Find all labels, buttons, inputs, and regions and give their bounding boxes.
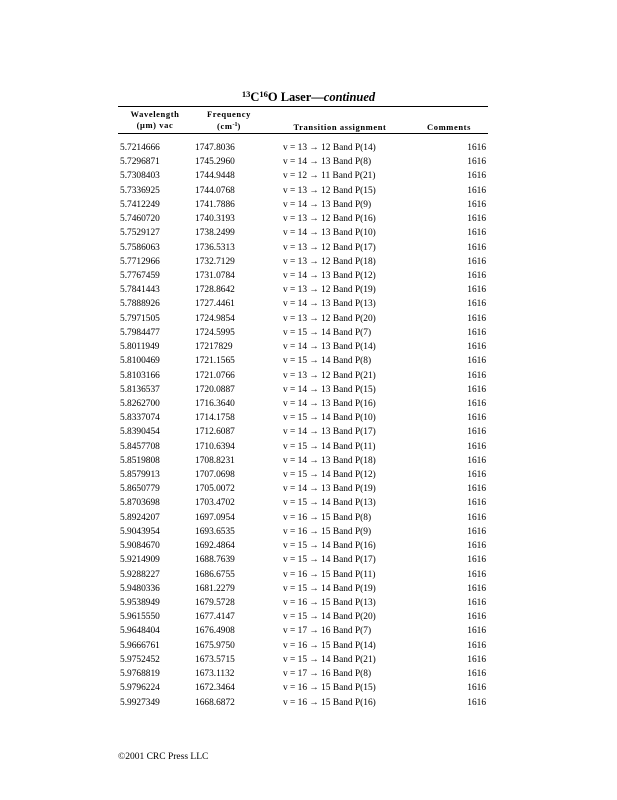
cell-transition: v = 16 → 15 Band P(9) (283, 526, 372, 537)
cell-transition: v = 17 → 16 Band P(8) (283, 669, 372, 680)
cell-frequency: 1673.5715 (195, 654, 235, 665)
table-row (0, 470, 617, 484)
cell-transition: v = 16 → 15 Band P(16) (283, 697, 376, 708)
cell-frequency: 1744.9448 (195, 171, 235, 182)
table-row (0, 655, 617, 669)
cell-comment: 1616 (467, 498, 486, 509)
cell-transition: v = 14 → 13 Band P(10) (283, 228, 376, 239)
cell-comment: 1616 (467, 370, 486, 381)
cell-wavelength: 5.7529127 (120, 228, 160, 239)
table-row (0, 299, 617, 313)
cell-transition: v = 14 → 13 Band P(17) (283, 427, 376, 438)
table-row (0, 214, 617, 228)
cell-transition: v = 14 → 13 Band P(15) (283, 384, 376, 395)
cell-frequency: 1675.9750 (195, 640, 235, 651)
cell-transition: v = 15 → 14 Band P(21) (283, 654, 376, 665)
cell-transition: v = 14 → 13 Band P(12) (283, 270, 376, 281)
cell-frequency: 1720.0887 (195, 384, 235, 395)
cell-wavelength: 5.8262700 (120, 398, 160, 409)
cell-comment: 1616 (467, 342, 486, 353)
table-row (0, 427, 617, 441)
cell-frequency: 17217829 (195, 342, 233, 353)
cell-wavelength: 5.8579913 (120, 470, 160, 481)
cell-transition: v = 13 → 12 Band P(21) (283, 370, 376, 381)
cell-frequency: 1688.7639 (195, 555, 235, 566)
table-top-rule (118, 106, 488, 107)
cell-transition: v = 13 → 12 Band P(14) (283, 143, 376, 153)
cell-wavelength: 5.7841443 (120, 285, 160, 296)
cell-comment: 1616 (467, 427, 486, 438)
cell-transition: v = 14 → 13 Band P(13) (283, 299, 376, 310)
cell-comment: 1616 (467, 356, 486, 367)
cell-comment: 1616 (467, 654, 486, 665)
table-row (0, 271, 617, 285)
cell-comment: 1616 (467, 697, 486, 708)
cell-transition: v = 14 → 13 Band P(19) (283, 484, 376, 495)
cell-frequency: 1738.2499 (195, 228, 235, 239)
cell-comment: 1616 (467, 612, 486, 623)
table-row (0, 669, 617, 683)
cell-wavelength: 5.9288227 (120, 569, 160, 580)
table-row (0, 342, 617, 356)
cell-frequency: 1672.3464 (195, 683, 235, 694)
cell-wavelength: 5.9666761 (120, 640, 160, 651)
header-frequency-unit-open: (cm (217, 121, 233, 131)
cell-comment: 1616 (467, 285, 486, 296)
cell-frequency: 1727.4461 (195, 299, 235, 310)
cell-wavelength: 5.7214666 (120, 143, 160, 153)
title-continued: continued (323, 90, 376, 104)
cell-frequency: 1708.8231 (195, 455, 235, 466)
cell-wavelength: 5.9648404 (120, 626, 160, 637)
cell-transition: v = 12 → 11 Band P(21) (283, 171, 376, 182)
header-transition: Transition assignment (293, 122, 387, 132)
table-row (0, 612, 617, 626)
cell-transition: v = 16 → 15 Band P(8) (283, 512, 372, 523)
cell-wavelength: 5.7412249 (120, 199, 160, 210)
cell-comment: 1616 (467, 512, 486, 523)
cell-comment: 1616 (467, 270, 486, 281)
cell-comment: 1616 (467, 455, 486, 466)
table-row (0, 442, 617, 456)
cell-transition: v = 13 → 12 Band P(16) (283, 214, 376, 225)
cell-transition: v = 15 → 14 Band P(12) (283, 470, 376, 481)
table-row (0, 243, 617, 257)
cell-wavelength: 5.8100469 (120, 356, 160, 367)
cell-wavelength: 5.7984477 (120, 327, 160, 338)
cell-wavelength: 5.8650779 (120, 484, 160, 495)
cell-wavelength: 5.7888926 (120, 299, 160, 310)
cell-frequency: 1703.4702 (195, 498, 235, 509)
cell-comment: 1616 (467, 413, 486, 424)
header-frequency-unit-exp: -1 (232, 122, 238, 128)
cell-frequency: 1679.5728 (195, 598, 235, 608)
cell-transition: v = 16 → 15 Band P(15) (283, 683, 376, 694)
title-carbon: C (250, 90, 260, 104)
cell-comment: 1616 (467, 526, 486, 537)
header-wavelength-line1: Wavelength (130, 109, 180, 119)
header-frequency-line1: Frequency (207, 109, 251, 119)
cell-comment: 1616 (467, 143, 486, 153)
cell-transition: v = 17 → 16 Band P(7) (283, 626, 372, 637)
cell-comment: 1616 (467, 398, 486, 409)
table-row (0, 641, 617, 655)
cell-frequency: 1732.7129 (195, 256, 235, 267)
cell-comment: 1616 (467, 299, 486, 310)
cell-comment: 1616 (467, 441, 486, 452)
header-frequency-unit-close: ) (237, 121, 241, 131)
cell-transition: v = 16 → 15 Band P(11) (283, 569, 376, 580)
table-row (0, 328, 617, 342)
header-frequency-line2 (190, 120, 268, 132)
cell-frequency: 1716.3640 (195, 398, 235, 409)
cell-wavelength: 5.9796224 (120, 683, 160, 694)
table-row (0, 371, 617, 385)
cell-transition: v = 15 → 14 Band P(11) (283, 441, 376, 452)
cell-transition: v = 15 → 14 Band P(7) (283, 327, 372, 338)
table-row (0, 570, 617, 584)
cell-wavelength: 5.7712966 (120, 256, 160, 267)
title-mass-13: 13 (241, 89, 251, 99)
cell-transition: v = 13 → 12 Band P(17) (283, 242, 376, 253)
table-row (0, 626, 617, 640)
cell-frequency: 1721.1565 (195, 356, 235, 367)
table-row (0, 513, 617, 527)
cell-wavelength: 5.7586063 (120, 242, 160, 253)
cell-wavelength: 5.9927349 (120, 697, 160, 708)
cell-wavelength: 5.9480336 (120, 583, 160, 594)
cell-frequency: 1673.1132 (195, 669, 235, 680)
cell-wavelength: 5.9043954 (120, 526, 160, 537)
table-row (0, 186, 617, 200)
cell-transition: v = 13 → 12 Band P(19) (283, 285, 376, 296)
table-row (0, 143, 617, 157)
table-row (0, 555, 617, 569)
header-frequency (190, 109, 268, 132)
cell-frequency: 1731.0784 (195, 270, 235, 281)
cell-frequency: 1721.0766 (195, 370, 235, 381)
cell-frequency: 1681.2279 (195, 583, 235, 594)
cell-frequency: 1707.0698 (195, 470, 235, 481)
cell-wavelength: 5.8519808 (120, 455, 160, 466)
table-row (0, 399, 617, 413)
cell-comment: 1616 (467, 484, 486, 495)
cell-frequency: 1728.8642 (195, 285, 235, 296)
cell-comment: 1616 (467, 313, 486, 324)
cell-comment: 1616 (467, 199, 486, 210)
cell-comment: 1616 (467, 626, 486, 637)
cell-frequency: 1724.9854 (195, 313, 235, 324)
cell-wavelength: 5.8011949 (120, 342, 160, 353)
cell-transition: v = 15 → 14 Band P(10) (283, 413, 376, 424)
table-row (0, 385, 617, 399)
cell-transition: v = 15 → 14 Band P(8) (283, 356, 372, 367)
cell-comment: 1616 (467, 669, 486, 680)
cell-wavelength: 5.7296871 (120, 157, 160, 168)
cell-frequency: 1692.4864 (195, 541, 235, 552)
table-header-rule (118, 133, 488, 134)
table-row (0, 228, 617, 242)
cell-transition: v = 13 → 12 Band P(15) (283, 185, 376, 196)
cell-comment: 1616 (467, 583, 486, 594)
cell-wavelength: 5.7767459 (120, 270, 160, 281)
table-row (0, 527, 617, 541)
cell-frequency: 1710.6394 (195, 441, 235, 452)
cell-frequency: 1741.7886 (195, 199, 235, 210)
cell-transition: v = 15 → 14 Band P(19) (283, 583, 376, 594)
table-row (0, 698, 617, 712)
cell-frequency: 1697.0954 (195, 512, 235, 523)
cell-frequency: 1705.0072 (195, 484, 235, 495)
table-row (0, 257, 617, 271)
table-row (0, 200, 617, 214)
cell-frequency: 1676.4908 (195, 626, 235, 637)
cell-frequency: 1693.6535 (195, 526, 235, 537)
cell-wavelength: 5.7308403 (120, 171, 160, 182)
cell-transition: v = 15 → 14 Band P(16) (283, 541, 376, 552)
cell-comment: 1616 (467, 242, 486, 253)
cell-frequency: 1712.6087 (195, 427, 235, 438)
cell-transition: v = 15 → 14 Band P(13) (283, 498, 376, 509)
table-row (0, 314, 617, 328)
cell-frequency: 1736.5313 (195, 242, 235, 253)
header-wavelength (118, 109, 192, 131)
cell-frequency: 1686.6755 (195, 569, 235, 580)
title-mass-16: 16 (259, 89, 268, 99)
cell-comment: 1616 (467, 541, 486, 552)
cell-transition: v = 15 → 14 Band P(17) (283, 555, 376, 566)
cell-wavelength: 5.9214909 (120, 555, 160, 566)
cell-transition: v = 13 → 12 Band P(20) (283, 313, 376, 324)
table-row (0, 285, 617, 299)
table-row (0, 498, 617, 512)
copyright-footer: ©2001 CRC Press LLC (118, 752, 209, 762)
table-row (0, 541, 617, 555)
cell-comment: 1616 (467, 598, 486, 608)
table-row (0, 484, 617, 498)
cell-wavelength: 5.8136537 (120, 384, 160, 395)
cell-transition: v = 15 → 14 Band P(20) (283, 612, 376, 623)
header-wavelength-line2: (μm) vac (136, 120, 174, 130)
cell-wavelength: 5.9538949 (120, 598, 160, 608)
cell-comment: 1616 (467, 256, 486, 267)
cell-comment: 1616 (467, 214, 486, 225)
table-row (0, 171, 617, 185)
cell-frequency: 1744.0768 (195, 185, 235, 196)
cell-wavelength: 5.7971505 (120, 313, 160, 324)
cell-comment: 1616 (467, 569, 486, 580)
cell-comment: 1616 (467, 470, 486, 481)
cell-transition: v = 14 → 13 Band P(16) (283, 398, 376, 409)
cell-transition: v = 14 → 13 Band P(18) (283, 455, 376, 466)
table-row (0, 584, 617, 598)
cell-comment: 1616 (467, 157, 486, 168)
cell-frequency: 1668.6872 (195, 697, 235, 708)
table-row (0, 456, 617, 470)
cell-comment: 1616 (467, 228, 486, 239)
cell-frequency: 1714.1758 (195, 413, 235, 424)
cell-wavelength: 5.9615550 (120, 612, 160, 623)
cell-transition: v = 16 → 15 Band P(14) (283, 640, 376, 651)
cell-frequency: 1677.4147 (195, 612, 235, 623)
cell-comment: 1616 (467, 640, 486, 651)
cell-transition: v = 13 → 12 Band P(18) (283, 256, 376, 267)
cell-frequency: 1745.2960 (195, 157, 235, 168)
table-row (0, 598, 617, 612)
cell-transition: v = 16 → 15 Band P(13) (283, 598, 376, 608)
cell-comment: 1616 (467, 327, 486, 338)
cell-frequency: 1747.8036 (195, 143, 235, 153)
cell-comment: 1616 (467, 683, 486, 694)
cell-wavelength: 5.8703698 (120, 498, 160, 509)
cell-transition: v = 14 → 13 Band P(8) (283, 157, 372, 168)
cell-wavelength: 5.8924207 (120, 512, 160, 523)
table-body (0, 143, 617, 712)
cell-wavelength: 5.9768819 (120, 669, 160, 680)
page-title (0, 89, 617, 105)
table-row (0, 413, 617, 427)
header-comments: Comments (427, 122, 471, 132)
cell-wavelength: 5.9084670 (120, 541, 160, 552)
cell-transition: v = 14 → 13 Band P(9) (283, 199, 372, 210)
table-row (0, 157, 617, 171)
cell-wavelength: 5.7460720 (120, 214, 160, 225)
cell-comment: 1616 (467, 555, 486, 566)
cell-wavelength: 5.8390454 (120, 427, 160, 438)
cell-comment: 1616 (467, 185, 486, 196)
cell-frequency: 1740.3193 (195, 214, 235, 225)
cell-wavelength: 5.8103166 (120, 370, 160, 381)
title-main: O Laser— (267, 90, 324, 104)
cell-wavelength: 5.7336925 (120, 185, 160, 196)
table-row (0, 356, 617, 370)
cell-wavelength: 5.8337074 (120, 413, 160, 424)
cell-comment: 1616 (467, 384, 486, 395)
cell-frequency: 1724.5995 (195, 327, 235, 338)
cell-wavelength: 5.9752452 (120, 654, 160, 665)
cell-transition: v = 14 → 13 Band P(14) (283, 342, 376, 353)
cell-wavelength: 5.8457708 (120, 441, 160, 452)
table-row (0, 683, 617, 697)
cell-comment: 1616 (467, 171, 486, 182)
